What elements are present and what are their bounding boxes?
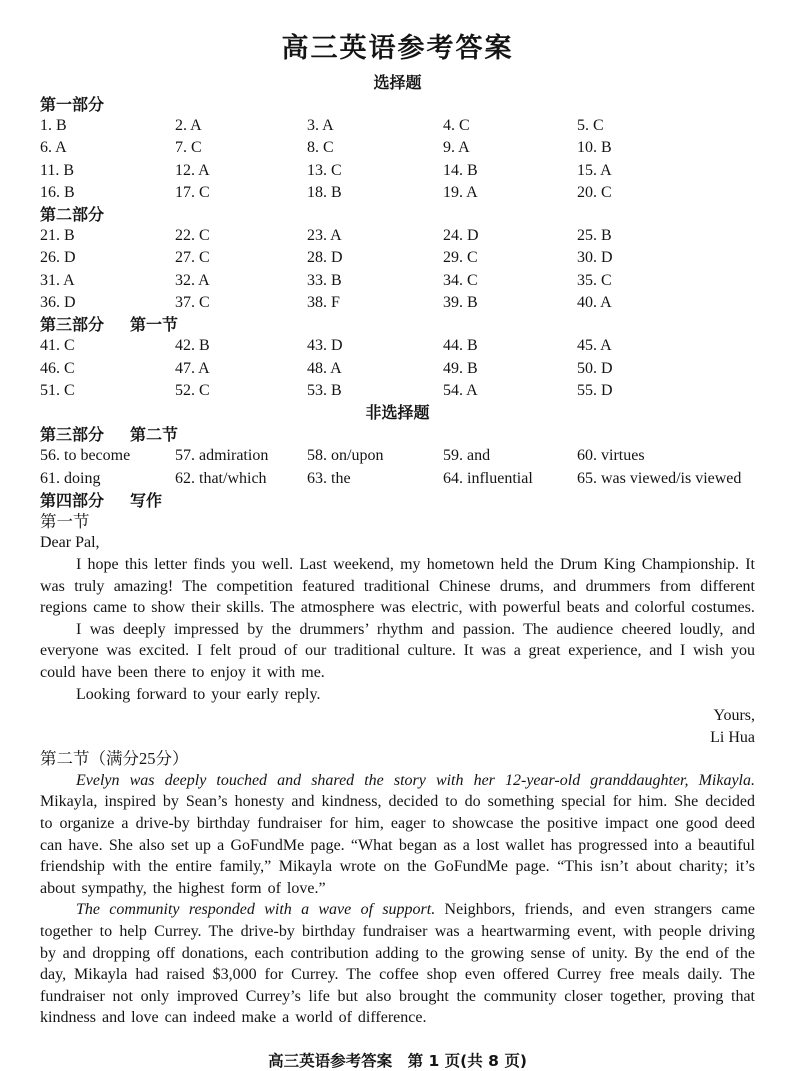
part3-section2-label: 第二节 (130, 425, 179, 445)
part3-section1-answer-grid (40, 335, 755, 402)
part1-heading: 第一部分 (40, 95, 105, 114)
part3-label-2: 第三部分 (40, 425, 105, 445)
answer-cell: 42. B (175, 337, 210, 355)
answer-cell: 26. D (40, 249, 76, 267)
answer-cell: 48. A (307, 359, 342, 377)
answer-cell: 49. B (443, 359, 478, 377)
answer-cell: 16. B (40, 183, 75, 201)
answer-cell: 41. C (40, 337, 75, 355)
answer-cell: 19. A (443, 183, 478, 201)
answer-cell: 21. B (40, 227, 75, 245)
answer-cell: 17. C (175, 183, 210, 201)
answer-cell: 18. B (307, 183, 342, 201)
answer-cell: 24. D (443, 227, 479, 245)
answer-cell: 6. A (40, 139, 67, 157)
letter-signature: Li Hua (710, 728, 755, 746)
answer-cell: 27. C (175, 249, 210, 267)
letter-paragraph-2: I was deeply impressed by the drummers’ rhythm and passion. The audience cheered loudly, and everyone was excited. I felt proud of our traditional culture. It was a great experience, and I wish you could have been there to enjoy it with me. (40, 620, 755, 681)
letter-closing-line: Looking forward to your early reply. (76, 685, 321, 703)
answer-cell: 38. F (307, 294, 340, 312)
continuation-paragraph-1-lead: Evelyn was deeply touched and shared the story with her 12-year-old granddaughter, Mikayla. (76, 771, 755, 789)
answer-cell: 14. B (443, 161, 478, 179)
answer-cell: 45. A (577, 337, 612, 355)
answer-cell: 31. A (40, 271, 75, 289)
part4-subheading: 写作 (130, 490, 163, 510)
answer-cell: 56. to become (40, 447, 131, 465)
part3-section1-label: 第一节 (130, 315, 179, 335)
answer-cell: 28. D (307, 249, 343, 267)
part3-section2-heading (40, 424, 755, 445)
answer-cell: 64. influential (443, 469, 533, 487)
answer-cell: 30. D (577, 249, 613, 267)
answer-cell: 55. D (577, 381, 613, 399)
part3-section2-answer-grid (40, 445, 755, 490)
letter-paragraph-1: I hope this letter finds you well. Last weekend, my hometown held the Drum King Championship. It was truly amazing! The competition featured traditional Chinese drums, and drummers from different regions came to show their skills. The atmosphere was electric, with powerful beats and colorful costumes. (40, 555, 755, 617)
answer-cell: 33. B (307, 271, 342, 289)
part1-answer-grid (40, 115, 755, 204)
answer-cell: 60. virtues (577, 447, 645, 465)
part2-answer-grid (40, 225, 755, 314)
writing-section2-heading: 第二节（满分25分） (40, 749, 189, 769)
answer-cell: 15. A (577, 161, 612, 179)
continuation-paragraph-1-rest: Mikayla, inspired by Sean’s honesty and kindness, decided to do something special for him. She decided to organize a drive-by birthday fundraiser for him, eager to showcase the positive impact one good deed can have. She also set up a GoFundMe page. “What began as a lost wallet has progressed into a beautiful friendship with the entire family,” Mikayla wrote on the GoFundMe page. “This isn’t about charity; it’s about sympathy, the highest form of love.” (40, 793, 755, 897)
answer-cell: 22. C (175, 227, 210, 245)
answer-cell: 12. A (175, 161, 210, 179)
part2-heading: 第二部分 (40, 205, 105, 225)
answer-cell: 23. A (307, 227, 342, 245)
continuation-paragraph-2 (40, 899, 755, 1029)
answer-cell: 61. doing (40, 469, 101, 487)
answer-cell: 57. admiration (175, 447, 269, 465)
answer-cell: 20. C (577, 183, 612, 201)
answer-cell: 11. B (40, 161, 75, 179)
answer-cell: 50. D (577, 359, 613, 377)
answer-cell: 52. C (175, 381, 210, 399)
part4-label: 第四部分 (40, 490, 105, 510)
nonchoice-section-heading: 非选择题 (365, 403, 430, 423)
answer-cell: 5. C (577, 117, 604, 134)
part4-heading (40, 490, 755, 511)
answer-cell: 39. B (443, 294, 478, 312)
answer-cell: 25. B (577, 227, 612, 245)
answer-cell: 53. B (307, 381, 342, 399)
answer-cell: 44. B (443, 337, 478, 355)
answer-cell: 63. the (307, 469, 351, 487)
page-footer: 高三英语参考答案 第 1 页(共 8 页) (268, 1051, 527, 1070)
part3-label: 第三部分 (40, 315, 105, 335)
answer-cell: 65. was viewed/is viewed (577, 469, 742, 487)
answer-cell: 43. D (307, 337, 343, 355)
answer-cell: 54. A (443, 381, 478, 399)
answer-cell: 51. C (40, 381, 75, 399)
answer-cell: 1. B (40, 117, 67, 134)
letter-signoff: Yours, (713, 707, 755, 725)
answer-cell: 47. A (175, 359, 210, 377)
answer-cell: 36. D (40, 294, 76, 312)
answer-cell: 46. C (40, 359, 75, 377)
answer-cell: 8. C (307, 139, 334, 157)
writing-section1-heading: 第一节 (40, 511, 90, 531)
part3-section1-heading (40, 314, 755, 335)
answer-cell: 4. C (443, 117, 470, 134)
continuation-paragraph-1 (40, 770, 755, 900)
choice-section-heading: 选择题 (373, 73, 422, 92)
answer-cell: 59. and (443, 447, 491, 465)
answer-cell: 3. A (307, 117, 334, 134)
answer-cell: 34. C (443, 271, 478, 289)
answer-cell: 10. B (577, 139, 612, 157)
answer-cell: 9. A (443, 139, 470, 157)
answer-cell: 7. C (175, 139, 202, 157)
answer-cell: 37. C (175, 294, 210, 312)
answer-cell: 13. C (307, 161, 342, 179)
answer-cell: 58. on/upon (307, 447, 384, 465)
answer-cell: 35. C (577, 271, 612, 289)
letter-salutation: Dear Pal, (40, 534, 100, 552)
answer-cell: 32. A (175, 271, 210, 289)
answer-cell: 62. that/which (175, 469, 267, 487)
answer-cell: 40. A (577, 294, 612, 312)
continuation-paragraph-2-rest: Neighbors, friends, and even strangers came together to help Currey. The drive-by birthday fundraiser was a heartwarming event, with people driving by and dropping off donations, each contribution adding to the growing sense of unity. By the end of the day, Mikayla had raised $3,000 for Currey. The coffee shop even offered Currey free meals daily. The fundraiser not only improved Currey’s life but also brought the community closer together, proving that kindness and love can indeed make a world of difference. (40, 901, 756, 1027)
answer-cell: 29. C (443, 249, 478, 267)
continuation-paragraph-2-lead: The community responded with a wave of support. (76, 901, 436, 919)
page-title: 高三英语参考答案 (281, 33, 514, 63)
answer-cell: 2. A (175, 117, 202, 134)
